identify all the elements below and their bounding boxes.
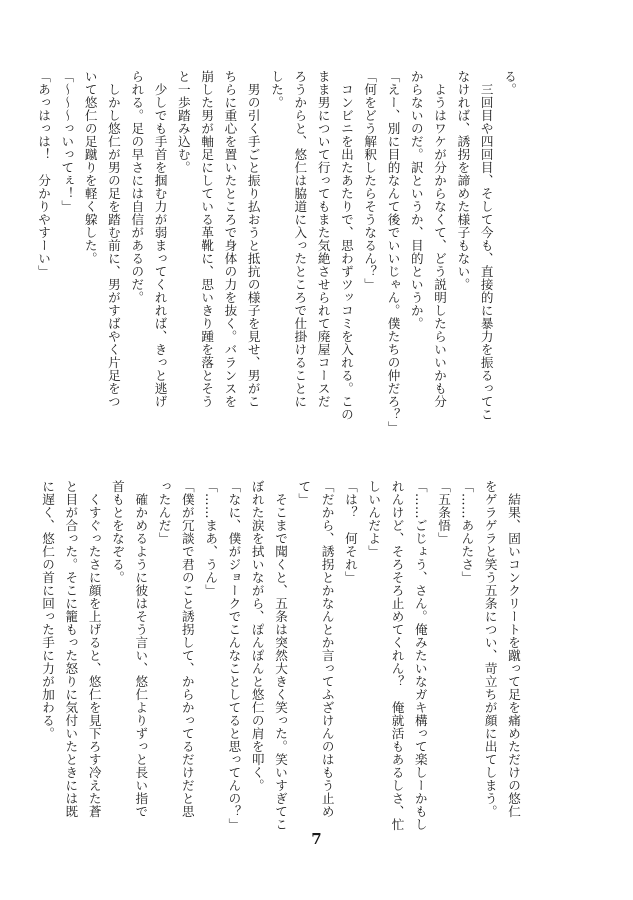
text-line: ちらに重心を置いたところで身体の力を抜く。バランスを <box>222 70 238 408</box>
text-line: 「は？ 何それ」 <box>342 480 358 584</box>
text-line: 「何をどう解釈したらそうなるん？」 <box>362 70 378 291</box>
upper-text-block <box>32 70 521 434</box>
text-line: る。 <box>502 70 517 96</box>
text-line: しいんだよ」 <box>366 480 382 558</box>
text-line: 少しでも手首を掴む力が弱まってくれれば、きっと逃げ <box>152 70 168 408</box>
text-line: 「えー、別に目的なんて後でいいじゃん。僕たちの仲だろ？」 <box>385 70 401 434</box>
text-line: 男の引く手ごと振り払おうと抵抗の様子を見せ、男がこ <box>245 70 261 408</box>
text-line: なければ、誘拐を諦めた様子もない。 <box>455 70 471 291</box>
text-line: しかし悠仁が男の足を踏む前に、男がすばやく片足をつ <box>105 70 121 408</box>
text-line: て」 <box>296 480 312 506</box>
text-line: ようはワケが分からなくて、どう説明したらいいかも分 <box>432 70 448 408</box>
text-line: した。 <box>269 70 285 109</box>
text-line: 「だから、誘拐とかなんとか言ってふざけんのはもう止め <box>319 480 335 818</box>
text-line: 「〜〜〜っいってぇ！」 <box>59 70 75 213</box>
text-line: 「僕が冗談で君のこと誘拐して、からかってるだけだと思 <box>179 480 195 818</box>
text-line: 崩した男が軸足にしている革靴に、思いきり踵を落とそう <box>199 70 215 408</box>
text-line: 「……ごじょう、さん。俺みたいなガキ構って楽しーかもし <box>412 480 428 831</box>
text-line: に遅く、悠仁の首に回った手に力が加わる。 <box>40 480 56 740</box>
text-line: ぼれた涙を拭いながら、ぽんぽんと悠仁の肩を叩く。 <box>249 480 265 792</box>
text-line: くすぐったさに顔を上げると、悠仁を見下ろす冷えた蒼 <box>86 480 102 818</box>
text-line: 「……あんたさ」 <box>459 480 475 584</box>
page-number: 7 <box>311 830 322 848</box>
text-line: 「……まあ、うん」 <box>203 480 219 597</box>
text-line: 「あっはっは！ 分かりやすーい」 <box>36 70 52 278</box>
text-line: 「なに、僕がジョークでこんなことしてると思ってんの？」 <box>226 480 242 831</box>
text-line: いて悠仁の足蹴りを軽く躱した。 <box>82 70 98 265</box>
text-line: と一歩踏み込む。 <box>175 70 191 174</box>
text-line: られる。足の早さには自信があるのだ。 <box>129 70 145 304</box>
text-line: と目が合った。そこに籠もった怒りに気付いたときには既 <box>63 480 79 818</box>
text-line: をゲラゲラと笑う五条につい、苛立ちが顔に出てしまう。 <box>482 480 498 818</box>
lower-text-block <box>36 480 525 840</box>
text-line: まま男について行ってもまた気絶させられて廃屋コースだ <box>315 70 331 408</box>
text-line: ったんだ」 <box>156 480 172 545</box>
text-line: 三回目や四回目、そして今も、直接的に暴力を振るってこ <box>478 70 494 421</box>
text-line: 首もとをなぞる。 <box>109 480 125 584</box>
text-line: ろうからと、悠仁は脇道に入ったところで仕掛けることに <box>292 70 308 408</box>
text-line: からないのだ。訳というか、目的というか。 <box>408 70 424 330</box>
text-line: れんけど、そろそろ止めてくれん？ 俺就活もあるしさ、忙 <box>389 480 405 831</box>
text-line: 結果、固いコンクリートを蹴って足を痛めただけの悠仁 <box>506 480 521 818</box>
text-line: 「五条悟」 <box>436 480 452 545</box>
text-line: そこまで聞くと、五条は突然大きく笑った。笑いすぎてこ <box>273 480 289 831</box>
text-line: コンビニを出たあたりで、思わずツッコミを入れる。この <box>338 70 354 421</box>
text-line: 確かめるように彼はそう言い、悠仁よりずっと長い指で <box>133 480 149 818</box>
